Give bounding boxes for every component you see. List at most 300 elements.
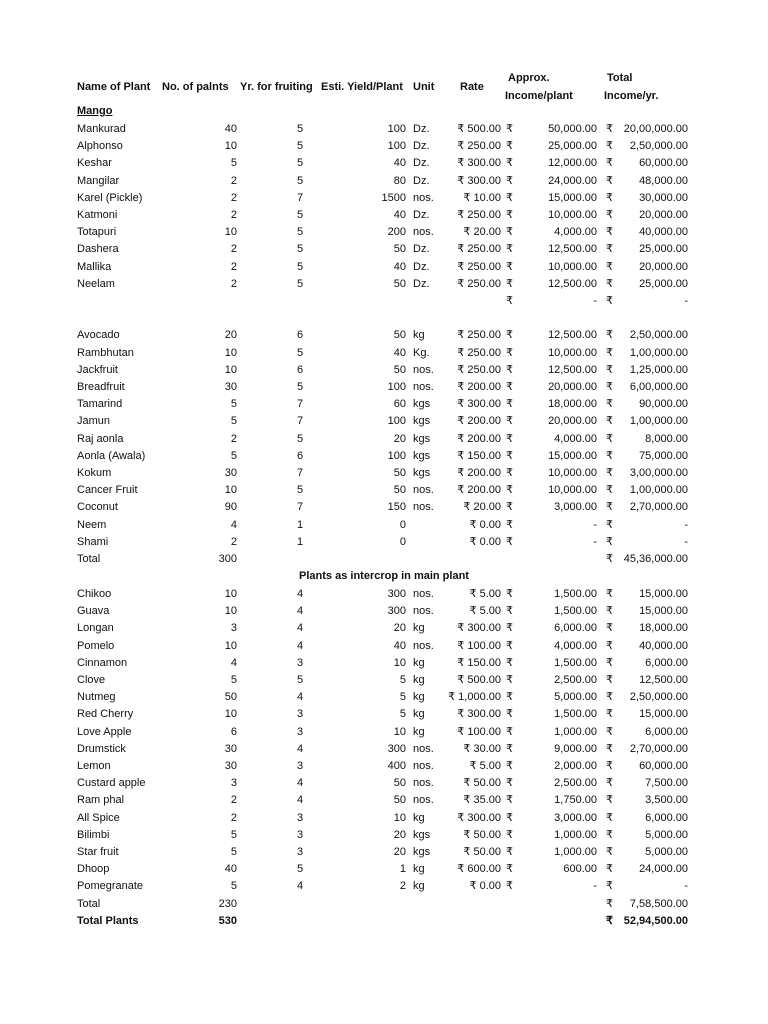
- years-for-fruiting: 5: [296, 674, 304, 686]
- income-per-plant: 15,000.00: [548, 449, 597, 462]
- plant-count: 5: [230, 674, 237, 686]
- total-income: 1,25,000.00: [629, 363, 688, 376]
- years-for-fruiting: 4: [296, 794, 304, 807]
- rupee-symbol: ₹: [506, 260, 513, 273]
- rupee-symbol: ₹: [506, 449, 513, 462]
- income-per-plant: 4,000.00: [554, 226, 597, 239]
- years-for-fruiting: 5: [296, 243, 304, 256]
- plant-name: Coconut: [77, 501, 118, 514]
- rate: ₹ 250.00: [457, 346, 501, 359]
- total-income: 8,000.00: [645, 432, 688, 445]
- total-income: 48,000.00: [639, 174, 688, 187]
- header-total-line1: Total: [607, 72, 633, 84]
- years-for-fruiting: 7: [296, 415, 304, 428]
- table-row: [0, 861, 768, 878]
- plant-name: Shami: [77, 535, 109, 548]
- estimated-yield: 300: [387, 605, 406, 618]
- total-income: 2,50,000.00: [629, 140, 688, 153]
- header-yr-for-fruiting: Yr. for fruiting: [240, 81, 313, 93]
- rate: ₹ 300.00: [457, 157, 501, 170]
- income-per-plant: 1,000.00: [554, 846, 597, 858]
- estimated-yield: 20: [393, 846, 406, 858]
- rupee-symbol: ₹: [506, 501, 513, 514]
- header-name: Name of Plant: [77, 81, 151, 93]
- table-row: [0, 620, 768, 637]
- total-income: 20,000.00: [639, 209, 688, 221]
- rupee-symbol: ₹: [606, 588, 613, 600]
- plant-name: Custard apple: [77, 777, 146, 790]
- rate: ₹ 300.00: [457, 622, 501, 635]
- income-per-plant: -: [593, 295, 597, 307]
- estimated-yield: 20: [393, 622, 406, 635]
- rate: ₹ 250.00: [457, 209, 501, 221]
- total-income: 6,000.00: [645, 811, 688, 824]
- years-for-fruiting: 3: [296, 725, 304, 738]
- income-per-plant: 9,000.00: [554, 742, 597, 755]
- unit: Kg.: [413, 346, 430, 359]
- table-row: [0, 190, 768, 207]
- plant-name: Lemon: [77, 760, 111, 772]
- plant-count: 10: [224, 363, 237, 376]
- estimated-yield: 5: [399, 708, 406, 721]
- unit: nos.: [413, 777, 434, 790]
- rate: ₹ 150.00: [457, 449, 501, 462]
- total-income: 60,000.00: [639, 157, 688, 170]
- years-for-fruiting: 5: [296, 174, 304, 187]
- table-row: [0, 310, 768, 327]
- table-row: [0, 276, 768, 293]
- income-per-plant: 10,000.00: [548, 467, 597, 479]
- plant-name: Dashera: [77, 243, 119, 256]
- plant-name: Clove: [77, 674, 106, 686]
- total-income: 25,000.00: [639, 243, 688, 256]
- rate: ₹ 1,000.00: [448, 691, 501, 704]
- years-for-fruiting: 4: [296, 691, 304, 704]
- years-for-fruiting: 3: [296, 760, 304, 772]
- table-row: [0, 551, 768, 568]
- total-income: 2,50,000.00: [629, 691, 688, 704]
- table-row: [0, 775, 768, 792]
- plant-name: All Spice: [77, 811, 120, 824]
- plant-name: Total Plants: [77, 914, 139, 927]
- rupee-symbol: ₹: [606, 381, 613, 393]
- header-total-line2: Income/yr.: [604, 90, 659, 102]
- rupee-symbol: ₹: [506, 828, 513, 841]
- unit: kg: [413, 622, 425, 635]
- total-income: 5,000.00: [645, 828, 688, 841]
- income-per-plant: 10,000.00: [548, 209, 597, 221]
- unit: Dz.: [413, 277, 430, 290]
- years-for-fruiting: 4: [296, 777, 304, 790]
- rupee-symbol: ₹: [506, 794, 513, 807]
- table-row: [0, 706, 768, 723]
- table-row: [0, 241, 768, 258]
- plant-count: 6: [230, 725, 237, 738]
- income-per-plant: 20,000.00: [548, 381, 597, 393]
- rupee-symbol: ₹: [606, 897, 613, 910]
- table-row: [0, 878, 768, 895]
- plant-name: Alphonso: [77, 140, 123, 153]
- rupee-symbol: ₹: [606, 484, 613, 497]
- rupee-symbol: ₹: [606, 501, 613, 514]
- rupee-symbol: ₹: [606, 295, 613, 307]
- estimated-yield: 50: [393, 363, 406, 376]
- rupee-symbol: ₹: [506, 329, 513, 342]
- rupee-symbol: ₹: [606, 398, 613, 411]
- rupee-symbol: ₹: [506, 691, 513, 704]
- years-for-fruiting: 7: [296, 191, 304, 204]
- rupee-symbol: ₹: [606, 794, 613, 807]
- plant-name: Keshar: [77, 157, 112, 170]
- income-per-plant: 10,000.00: [548, 484, 597, 497]
- rate: ₹ 250.00: [457, 260, 501, 273]
- total-income: 2,70,000.00: [629, 501, 688, 514]
- rate: ₹ 100.00: [457, 639, 501, 652]
- plant-name: Katmoni: [77, 209, 118, 221]
- rupee-symbol: ₹: [606, 467, 613, 479]
- rate: ₹ 250.00: [457, 140, 501, 153]
- rupee-symbol: ₹: [506, 363, 513, 376]
- years-for-fruiting: 5: [296, 157, 304, 170]
- plant-count: 4: [230, 518, 237, 531]
- income-per-plant: 12,000.00: [548, 157, 597, 170]
- rupee-symbol: ₹: [606, 329, 613, 342]
- unit: kg: [413, 863, 425, 876]
- years-for-fruiting: 3: [296, 828, 304, 841]
- rupee-symbol: ₹: [606, 209, 613, 221]
- rupee-symbol: ₹: [506, 725, 513, 738]
- plant-name: Mankurad: [77, 123, 126, 135]
- total-income: -: [684, 518, 688, 531]
- table-row: [0, 207, 768, 224]
- rupee-symbol: ₹: [606, 725, 613, 738]
- plant-name: Kokum: [77, 467, 112, 479]
- estimated-yield: 40: [393, 639, 406, 652]
- rate: ₹ 20.00: [463, 501, 501, 514]
- table-row: [0, 482, 768, 499]
- unit: Dz.: [413, 123, 430, 135]
- income-per-plant: 10,000.00: [548, 346, 597, 359]
- rupee-symbol: ₹: [606, 674, 613, 686]
- years-for-fruiting: 5: [296, 123, 304, 135]
- total-income: -: [684, 535, 688, 548]
- unit: kg: [413, 329, 425, 342]
- income-per-plant: 1,500.00: [554, 708, 597, 721]
- plant-count: 40: [224, 123, 237, 135]
- unit: nos.: [413, 588, 434, 600]
- estimated-yield: 0: [399, 535, 406, 548]
- income-per-plant: 2,000.00: [554, 760, 597, 772]
- rupee-symbol: ₹: [606, 174, 613, 187]
- total-income: 24,000.00: [639, 863, 688, 876]
- income-per-plant: 4,000.00: [554, 639, 597, 652]
- estimated-yield: 10: [393, 811, 406, 824]
- table-row: [0, 913, 768, 930]
- rupee-symbol: ₹: [606, 777, 613, 790]
- rupee-symbol: ₹: [606, 260, 613, 273]
- years-for-fruiting: 5: [296, 277, 304, 290]
- plant-count: 10: [224, 226, 237, 239]
- rupee-symbol: ₹: [606, 415, 613, 428]
- estimated-yield: 5: [399, 691, 406, 704]
- rupee-symbol: ₹: [506, 777, 513, 790]
- years-for-fruiting: 1: [296, 535, 304, 548]
- plant-name: Aonla (Awala): [77, 449, 146, 462]
- years-for-fruiting: 4: [296, 742, 304, 755]
- income-per-plant: 12,500.00: [548, 363, 597, 376]
- plant-count: 2: [230, 174, 237, 187]
- table-row: [0, 810, 768, 827]
- rate: ₹ 50.00: [463, 828, 501, 841]
- unit: nos.: [413, 501, 434, 514]
- table-row: [0, 173, 768, 190]
- rate: ₹ 10.00: [463, 191, 501, 204]
- rupee-symbol: ₹: [506, 674, 513, 686]
- rate: ₹ 50.00: [463, 846, 501, 858]
- income-per-plant: 1,500.00: [554, 588, 597, 600]
- plant-count: 4: [230, 656, 237, 669]
- estimated-yield: 10: [393, 656, 406, 669]
- table-row: [0, 293, 768, 310]
- rupee-symbol: ₹: [506, 415, 513, 428]
- rupee-symbol: ₹: [606, 123, 613, 135]
- total-income: 5,000.00: [645, 846, 688, 858]
- years-for-fruiting: 5: [296, 484, 304, 497]
- rupee-symbol: ₹: [606, 828, 613, 841]
- plant-name: Drumstick: [77, 742, 126, 755]
- rupee-symbol: ₹: [606, 639, 613, 652]
- table-row: [0, 517, 768, 534]
- income-per-plant: 10,000.00: [548, 260, 597, 273]
- table-row: [0, 499, 768, 516]
- rupee-symbol: ₹: [606, 226, 613, 239]
- plant-count: 10: [224, 588, 237, 600]
- table-row: [0, 155, 768, 172]
- years-for-fruiting: 4: [296, 622, 304, 635]
- rate: ₹ 150.00: [457, 656, 501, 669]
- total-income: 15,000.00: [639, 708, 688, 721]
- total-income: 6,000.00: [645, 656, 688, 669]
- table-row: [0, 448, 768, 465]
- total-income: 6,00,000.00: [629, 381, 688, 393]
- estimated-yield: 50: [393, 467, 406, 479]
- rupee-symbol: ₹: [506, 484, 513, 497]
- rupee-symbol: ₹: [606, 553, 613, 565]
- plant-count: 300: [218, 553, 237, 565]
- years-for-fruiting: 5: [296, 140, 304, 153]
- plant-count: 3: [230, 777, 237, 790]
- table-row: [0, 741, 768, 758]
- plant-name: Total: [77, 897, 101, 910]
- unit: Dz.: [413, 209, 430, 221]
- total-income: 18,000.00: [639, 622, 688, 635]
- table-row: [0, 327, 768, 344]
- total-income: 15,000.00: [639, 588, 688, 600]
- plant-count: 30: [224, 381, 237, 393]
- total-income: 1,00,000.00: [629, 484, 688, 497]
- rupee-symbol: ₹: [606, 605, 613, 618]
- plant-name: Rambhutan: [77, 346, 134, 359]
- table-row: [0, 896, 768, 913]
- total-income: 1,00,000.00: [629, 415, 688, 428]
- estimated-yield: 100: [387, 415, 406, 428]
- header-rate: Rate: [460, 81, 484, 93]
- total-income: 30,000.00: [639, 191, 688, 204]
- table-row: [0, 638, 768, 655]
- rupee-symbol: ₹: [606, 363, 613, 376]
- plant-count: 2: [230, 811, 237, 824]
- rupee-symbol: ₹: [606, 622, 613, 635]
- years-for-fruiting: 5: [296, 346, 304, 359]
- unit: nos.: [413, 226, 434, 239]
- years-for-fruiting: 5: [296, 226, 304, 239]
- income-per-plant: 6,000.00: [554, 622, 597, 635]
- rupee-symbol: ₹: [506, 656, 513, 669]
- total-income: 12,500.00: [639, 674, 688, 686]
- estimated-yield: 50: [393, 484, 406, 497]
- plant-name: Raj aonla: [77, 432, 124, 445]
- total-income: -: [684, 295, 688, 307]
- estimated-yield: 40: [393, 260, 406, 273]
- rupee-symbol: ₹: [606, 346, 613, 359]
- plant-count: 530: [218, 914, 237, 927]
- estimated-yield: 5: [399, 674, 406, 686]
- estimated-yield: 20: [393, 432, 406, 445]
- total-income: 2,50,000.00: [629, 329, 688, 342]
- estimated-yield: 1: [399, 863, 406, 876]
- estimated-yield: 40: [393, 209, 406, 221]
- table-row: [0, 655, 768, 672]
- estimated-yield: 300: [387, 588, 406, 600]
- total-income: 2,70,000.00: [629, 742, 688, 755]
- unit: kg: [413, 708, 425, 721]
- income-per-plant: 2,500.00: [554, 777, 597, 790]
- estimated-yield: 50: [393, 277, 406, 290]
- rupee-symbol: ₹: [606, 811, 613, 824]
- years-for-fruiting: 4: [296, 588, 304, 600]
- rupee-symbol: ₹: [506, 622, 513, 635]
- estimated-yield: 400: [387, 760, 406, 772]
- rate: ₹ 0.00: [469, 518, 501, 531]
- years-for-fruiting: 4: [296, 880, 304, 893]
- income-per-plant: 15,000.00: [548, 191, 597, 204]
- plant-count: 5: [230, 828, 237, 841]
- plant-name: Mallika: [77, 260, 112, 273]
- income-per-plant: 3,000.00: [554, 501, 597, 514]
- years-for-fruiting: 5: [296, 381, 304, 393]
- plant-name: Ram phal: [77, 794, 125, 807]
- rupee-symbol: ₹: [606, 880, 613, 893]
- plant-count: 2: [230, 535, 237, 548]
- rate: ₹ 250.00: [457, 243, 501, 256]
- rupee-symbol: ₹: [506, 467, 513, 479]
- income-per-plant: 20,000.00: [548, 415, 597, 428]
- total-income: 40,000.00: [639, 639, 688, 652]
- table-row: [0, 224, 768, 241]
- estimated-yield: 200: [387, 226, 406, 239]
- plant-name: Red Cherry: [77, 708, 134, 721]
- rate: ₹ 30.00: [463, 742, 501, 755]
- header-income-line2: Income/plant: [505, 90, 573, 102]
- plant-count: 5: [230, 157, 237, 170]
- total-income: 15,000.00: [639, 605, 688, 618]
- rate: ₹ 300.00: [457, 174, 501, 187]
- plant-count: 30: [224, 742, 237, 755]
- years-for-fruiting: 5: [296, 863, 304, 876]
- rate: ₹ 200.00: [457, 415, 501, 428]
- table-row: [0, 413, 768, 430]
- table-row: [0, 758, 768, 775]
- plant-count: 2: [230, 277, 237, 290]
- section-intercrop: Plants as intercrop in main plant: [299, 570, 469, 582]
- table-row: [0, 465, 768, 482]
- rupee-symbol: ₹: [606, 157, 613, 170]
- plant-name: Chikoo: [77, 588, 112, 600]
- table-row: [0, 431, 768, 448]
- plant-name: Tamarind: [77, 398, 123, 411]
- total-income: 40,000.00: [639, 226, 688, 239]
- rupee-symbol: ₹: [606, 760, 613, 772]
- plant-name: Neem: [77, 518, 107, 531]
- rate: ₹ 200.00: [457, 484, 501, 497]
- income-per-plant: 1,750.00: [554, 794, 597, 807]
- income-per-plant: -: [593, 518, 597, 531]
- rupee-symbol: ₹: [606, 914, 613, 927]
- plant-count: 5: [230, 415, 237, 428]
- estimated-yield: 1500: [381, 191, 406, 204]
- years-for-fruiting: 3: [296, 811, 304, 824]
- rupee-symbol: ₹: [506, 209, 513, 221]
- plant-name: Total: [77, 553, 101, 565]
- rupee-symbol: ₹: [506, 518, 513, 531]
- years-for-fruiting: 6: [296, 449, 304, 462]
- rate: ₹ 50.00: [463, 777, 501, 790]
- rupee-symbol: ₹: [506, 381, 513, 393]
- plant-name: Totapuri: [77, 226, 117, 239]
- plant-name: Avocado: [77, 329, 120, 342]
- rate: ₹ 250.00: [457, 277, 501, 290]
- income-per-plant: 5,000.00: [554, 691, 597, 704]
- rate: ₹ 300.00: [457, 811, 501, 824]
- total-income: -: [684, 880, 688, 893]
- rate: ₹ 250.00: [457, 329, 501, 342]
- rate: ₹ 5.00: [469, 588, 501, 600]
- unit: Dz.: [413, 243, 430, 256]
- plant-count: 10: [224, 140, 237, 153]
- total-income: 20,000.00: [639, 260, 688, 273]
- table-row: [0, 259, 768, 276]
- plant-name: Longan: [77, 622, 114, 635]
- table-row: [0, 362, 768, 379]
- plant-name: Dhoop: [77, 863, 110, 876]
- estimated-yield: 10: [393, 725, 406, 738]
- unit: nos.: [413, 639, 434, 652]
- plant-count: 30: [224, 467, 237, 479]
- rate: ₹ 100.00: [457, 725, 501, 738]
- total-income: 60,000.00: [639, 760, 688, 772]
- rupee-symbol: ₹: [606, 518, 613, 531]
- rate: ₹ 20.00: [463, 226, 501, 239]
- table-row: [0, 345, 768, 362]
- estimated-yield: 80: [393, 174, 406, 187]
- rupee-symbol: ₹: [606, 863, 613, 876]
- income-per-plant: 12,500.00: [548, 329, 597, 342]
- plant-name: Nutmeg: [77, 691, 116, 704]
- unit: kg: [413, 880, 425, 893]
- plant-count: 5: [230, 846, 237, 858]
- total-income: 3,00,000.00: [629, 467, 688, 479]
- plant-count: 10: [224, 346, 237, 359]
